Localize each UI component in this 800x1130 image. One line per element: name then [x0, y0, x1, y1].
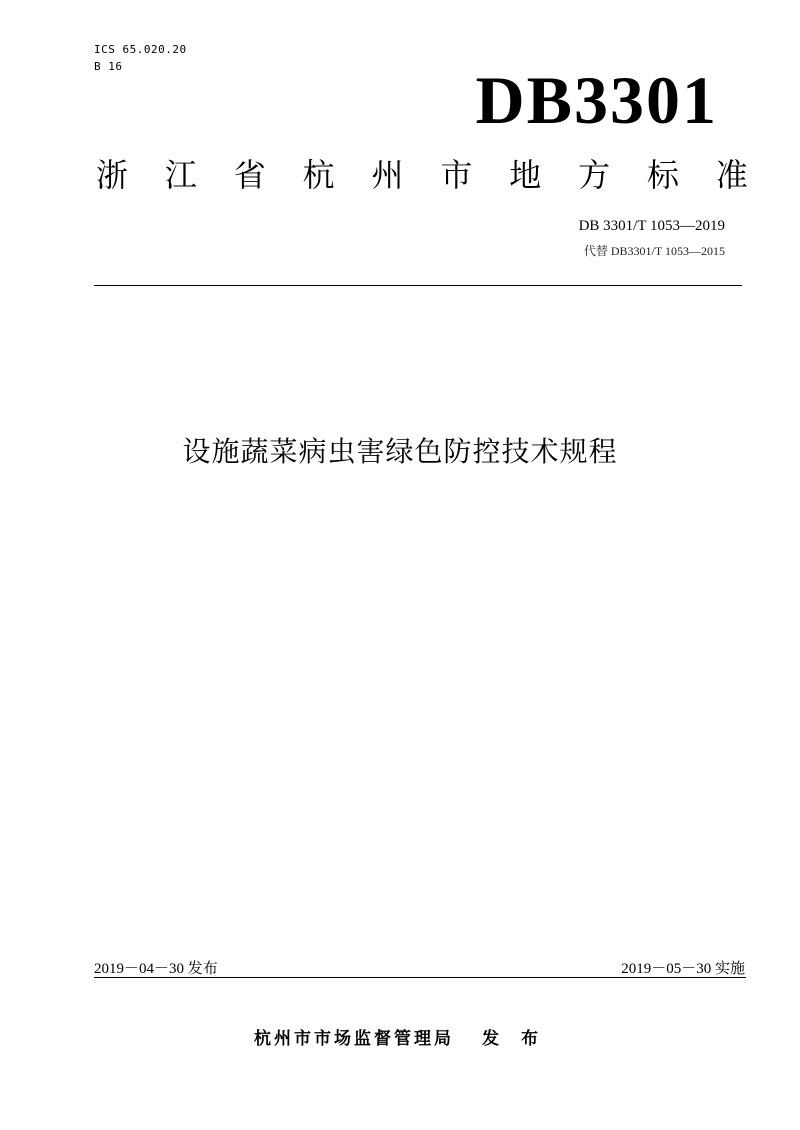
standard-type-heading	[96, 152, 748, 198]
standard-type-char: 杭	[302, 156, 335, 194]
standard-type-char: 浙	[96, 156, 129, 194]
standard-type-char: 市	[440, 156, 473, 194]
standard-type-char: 省	[233, 156, 266, 194]
standard-type-char: 方	[578, 156, 611, 194]
standard-type-char: 州	[371, 156, 404, 194]
standard-type-char: 江	[164, 156, 197, 194]
publish-action: 发 布	[482, 1029, 546, 1049]
header-divider	[94, 285, 742, 286]
publisher-line	[0, 1026, 800, 1052]
publisher-name: 杭州市市场监督管理局	[254, 1029, 455, 1049]
implementation-date: 2019－05－30 实施	[621, 961, 745, 977]
replaces-standard: 代替 DB3301/T 1053—2015	[583, 244, 725, 258]
standard-number: DB 3301/T 1053—2019	[578, 218, 725, 234]
standard-type-char: 标	[647, 156, 680, 194]
standard-type-char: 准	[715, 156, 748, 194]
issue-date: 2019－04－30 发布	[94, 961, 218, 977]
standard-type-char: 地	[509, 156, 542, 194]
document-title: 设施蔬菜病虫害绿色防控技术规程	[182, 435, 618, 468]
footer-divider	[94, 977, 746, 978]
ics-code: ICS 65.020.20	[94, 43, 187, 56]
db-code-title: DB3301	[475, 62, 718, 138]
ccs-code: B 16	[94, 60, 123, 73]
classification-codes	[94, 41, 187, 75]
